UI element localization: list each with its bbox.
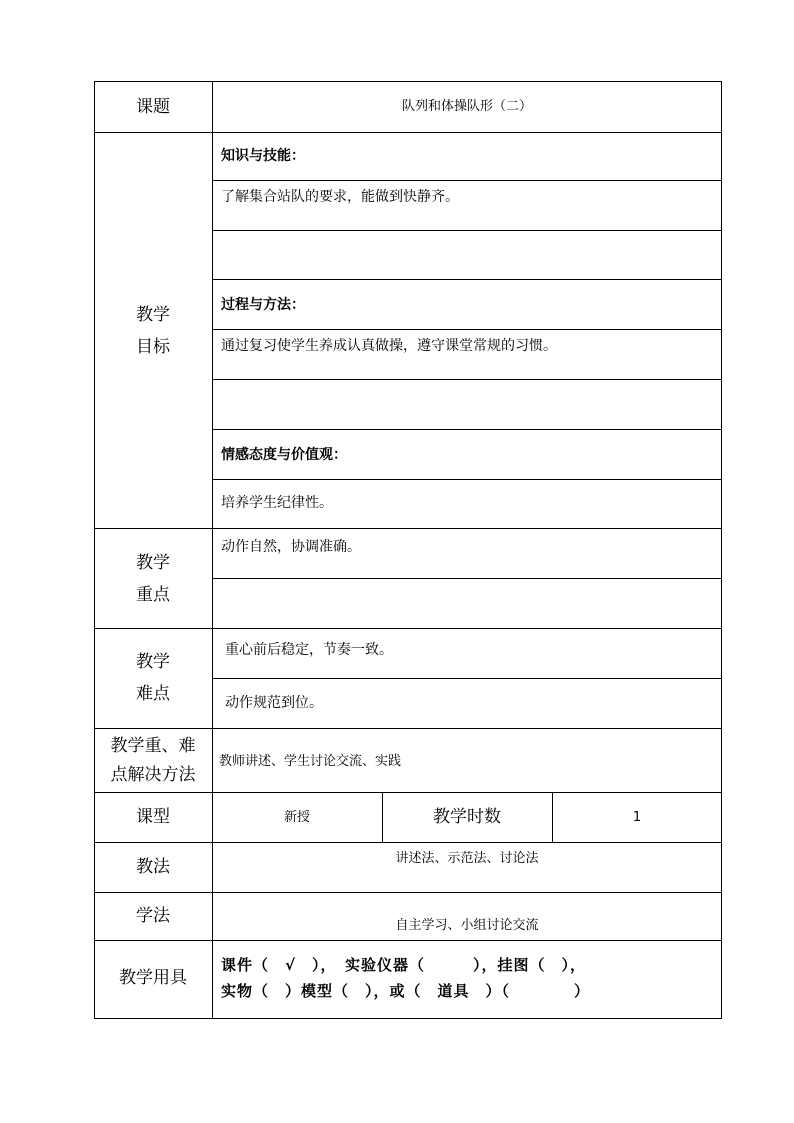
- teaching-method-value: 讲述法、示范法、讨论法: [395, 851, 539, 866]
- teaching-tools-line2: 实物（ ）模型（ ），或（ 道具 ）（ ）: [221, 982, 591, 1000]
- key-points-text: 动作自然，协调准确。: [221, 539, 361, 555]
- lesson-type-value: 新授: [283, 810, 311, 825]
- key-points-label-line1: 教学: [136, 553, 170, 573]
- emotion-text: 培养学生纪律性。: [221, 495, 333, 511]
- topic-label: 课题: [136, 97, 170, 117]
- teaching-method-label: 教法: [136, 857, 170, 877]
- teaching-tools-label: 教学用具: [119, 968, 187, 988]
- knowledge-text: 了解集合站队的要求，能做到快静齐。: [221, 189, 459, 205]
- methods-solve-label-line1: 教学重、难: [110, 736, 196, 756]
- objectives-label-line2: 目标: [136, 337, 170, 357]
- topic-value: 队列和体操队形（二）: [401, 99, 533, 114]
- learning-method-label: 学法: [136, 906, 170, 926]
- difficulties-label-line1: 教学: [136, 652, 170, 672]
- lesson-type-label: 课型: [136, 807, 170, 827]
- learning-method-value: 自主学习、小组讨论交流: [395, 918, 539, 933]
- teaching-tools-line1: 课件（ √ ）， 实验仪器（ ），挂图（ ），: [221, 956, 587, 974]
- knowledge-heading: 知识与技能：: [221, 148, 305, 164]
- emotion-heading: 情感态度与价值观：: [221, 447, 347, 463]
- process-text: 通过复习使学生养成认真做操，遵守课堂常规的习惯。: [221, 338, 557, 354]
- difficulties-label-line2: 难点: [136, 684, 170, 704]
- methods-solve-text: 教师讲述、学生讨论交流、实践: [219, 754, 402, 769]
- teaching-hours-value: 1: [632, 810, 642, 825]
- difficulties-text-2: 动作规范到位。: [225, 695, 323, 711]
- teaching-hours-label: 教学时数: [433, 807, 501, 827]
- key-points-label-line2: 重点: [136, 585, 170, 605]
- process-heading: 过程与方法：: [221, 297, 305, 313]
- objectives-label-line1: 教学: [136, 305, 170, 325]
- methods-solve-label-line2: 点解决方法: [110, 765, 196, 785]
- difficulties-text-1: 重心前后稳定，节奏一致。: [225, 642, 393, 658]
